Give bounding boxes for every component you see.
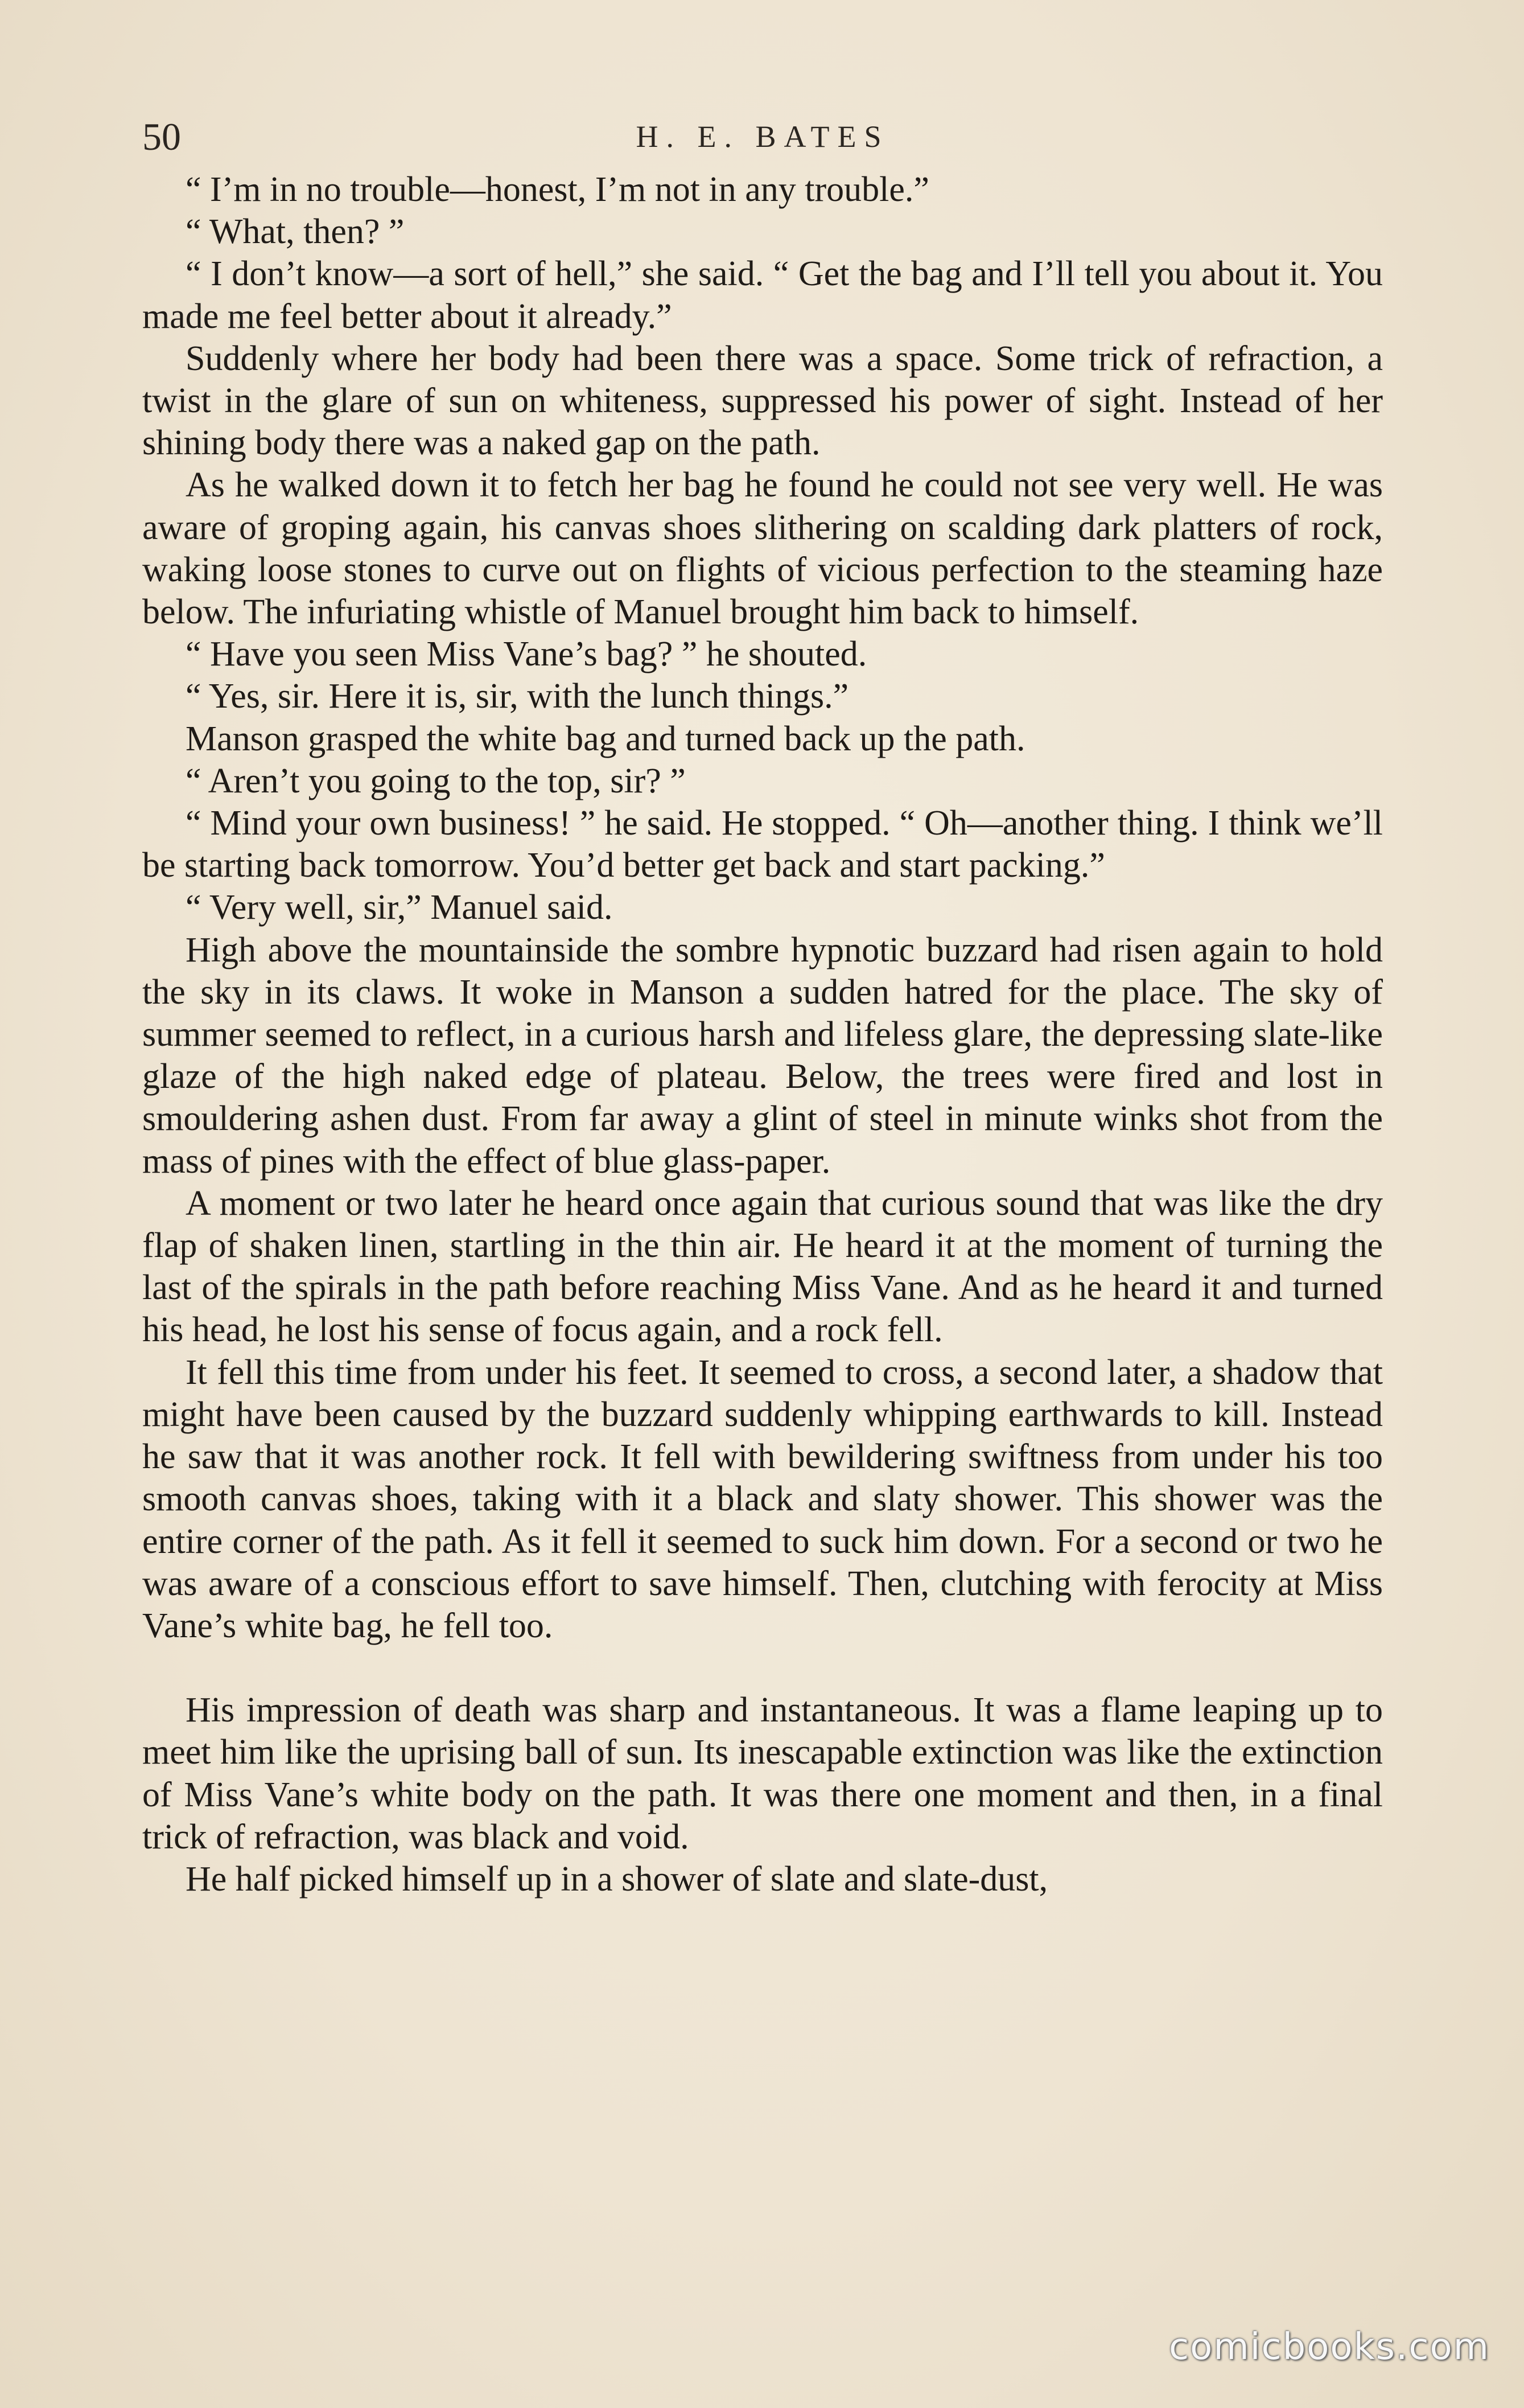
paragraph: “ What, then? ” — [186, 212, 405, 252]
paragraph: Suddenly where her body had been there was a space. Some trick of refraction, a twist in the glare of sun on whiteness, suppressed his power of sight. Instead of her shining body there was a naked gap on the path. — [142, 339, 1383, 463]
paragraph: “ Mind your own business! ” he said. He stopped. “ Oh—another thing. I think we’ll be starting back tomorrow. You’d better get back and start packing.” — [142, 804, 1383, 885]
paragraph: High above the mountainside the sombre hypnotic buzzard had risen again to hold the sky in its claws. It woke in Manson a sudden hatred for the place. The sky of summer seemed to reflect, in a curious harsh and lifeless glare, the depressing slate-like glaze of the high naked edge of plateau. Below, the trees were fired and lost in smouldering ashen dust. From far away a glint of steel in minute winks shot from the mass of pines with the effect of blue glass-paper. — [142, 930, 1383, 1181]
paragraph: His impression of death was sharp and instantaneous. It was a flame leaping up to meet him like the uprising ball of sun. Its inescapable extinction was like the extinction of Miss Vane’s white body on the path. It was there one moment and then, in a final trick of refraction, was black and void. — [142, 1691, 1383, 1856]
watermark: comicbooks.com — [1168, 2326, 1490, 2368]
paragraph: “ Have you seen Miss Vane’s bag? ” he shouted. — [186, 635, 867, 674]
paragraph: As he walked down it to fetch her bag he found he could not see very well. He was aware of groping again, his canvas shoes slithering on scalding dark platters of rock, waking loose stones to curve out on flights of vicious perfection to the steaming haze below. The infuriating whistle of Manuel brought him back to himself. — [142, 466, 1383, 632]
paragraph: “ Yes, sir. Here it is, sir, with the lunch things.” — [186, 677, 849, 716]
paragraph: “ I don’t know—a sort of hell,” she said. “ Get the bag and I’ll tell you about it. You made me feel better about it already.” — [142, 254, 1383, 336]
paragraph: “ Very well, sir,” Manuel said. — [186, 888, 613, 927]
page-number: 50 — [142, 115, 181, 158]
page-header — [142, 114, 1383, 159]
running-head: H. E. BATES — [636, 120, 889, 154]
paragraph: He half picked himself up in a shower of slate and slate-dust, — [186, 1859, 1048, 1899]
paragraph: “ I’m in no trouble—honest, I’m not in any trouble.” — [186, 170, 929, 209]
paragraph: It fell this time from under his feet. It seemed to cross, a second later, a shadow that might have been caused by the buzzard suddenly whipping earthwards to kill. Instead he saw that it was another rock. It fell with bewildering swiftness from under his too smooth canvas shoes, taking with it a black and slaty shower. This shower was the entire corner of the path. As it fell it seemed to suck him down. For a second or two he was aware of a conscious effort to save himself. Then, clutching with ferocity at Miss Vane’s white bag, he fell too. — [142, 1353, 1383, 1645]
body-text — [142, 169, 1383, 1900]
section-break — [142, 1647, 1383, 1689]
paragraph: A moment or two later he heard once again that curious sound that was like the dry flap of shaken linen, startling in the thin air. He heard it at the moment of turning the last of the spirals in the path before reaching Miss Vane. And as he heard it and turned his head, he lost his sense of focus again, and a rock fell. — [142, 1184, 1383, 1350]
paragraph: “ Aren’t you going to the top, sir? ” — [186, 761, 686, 800]
paragraph: Manson grasped the white bag and turned back up the path. — [186, 719, 1025, 758]
